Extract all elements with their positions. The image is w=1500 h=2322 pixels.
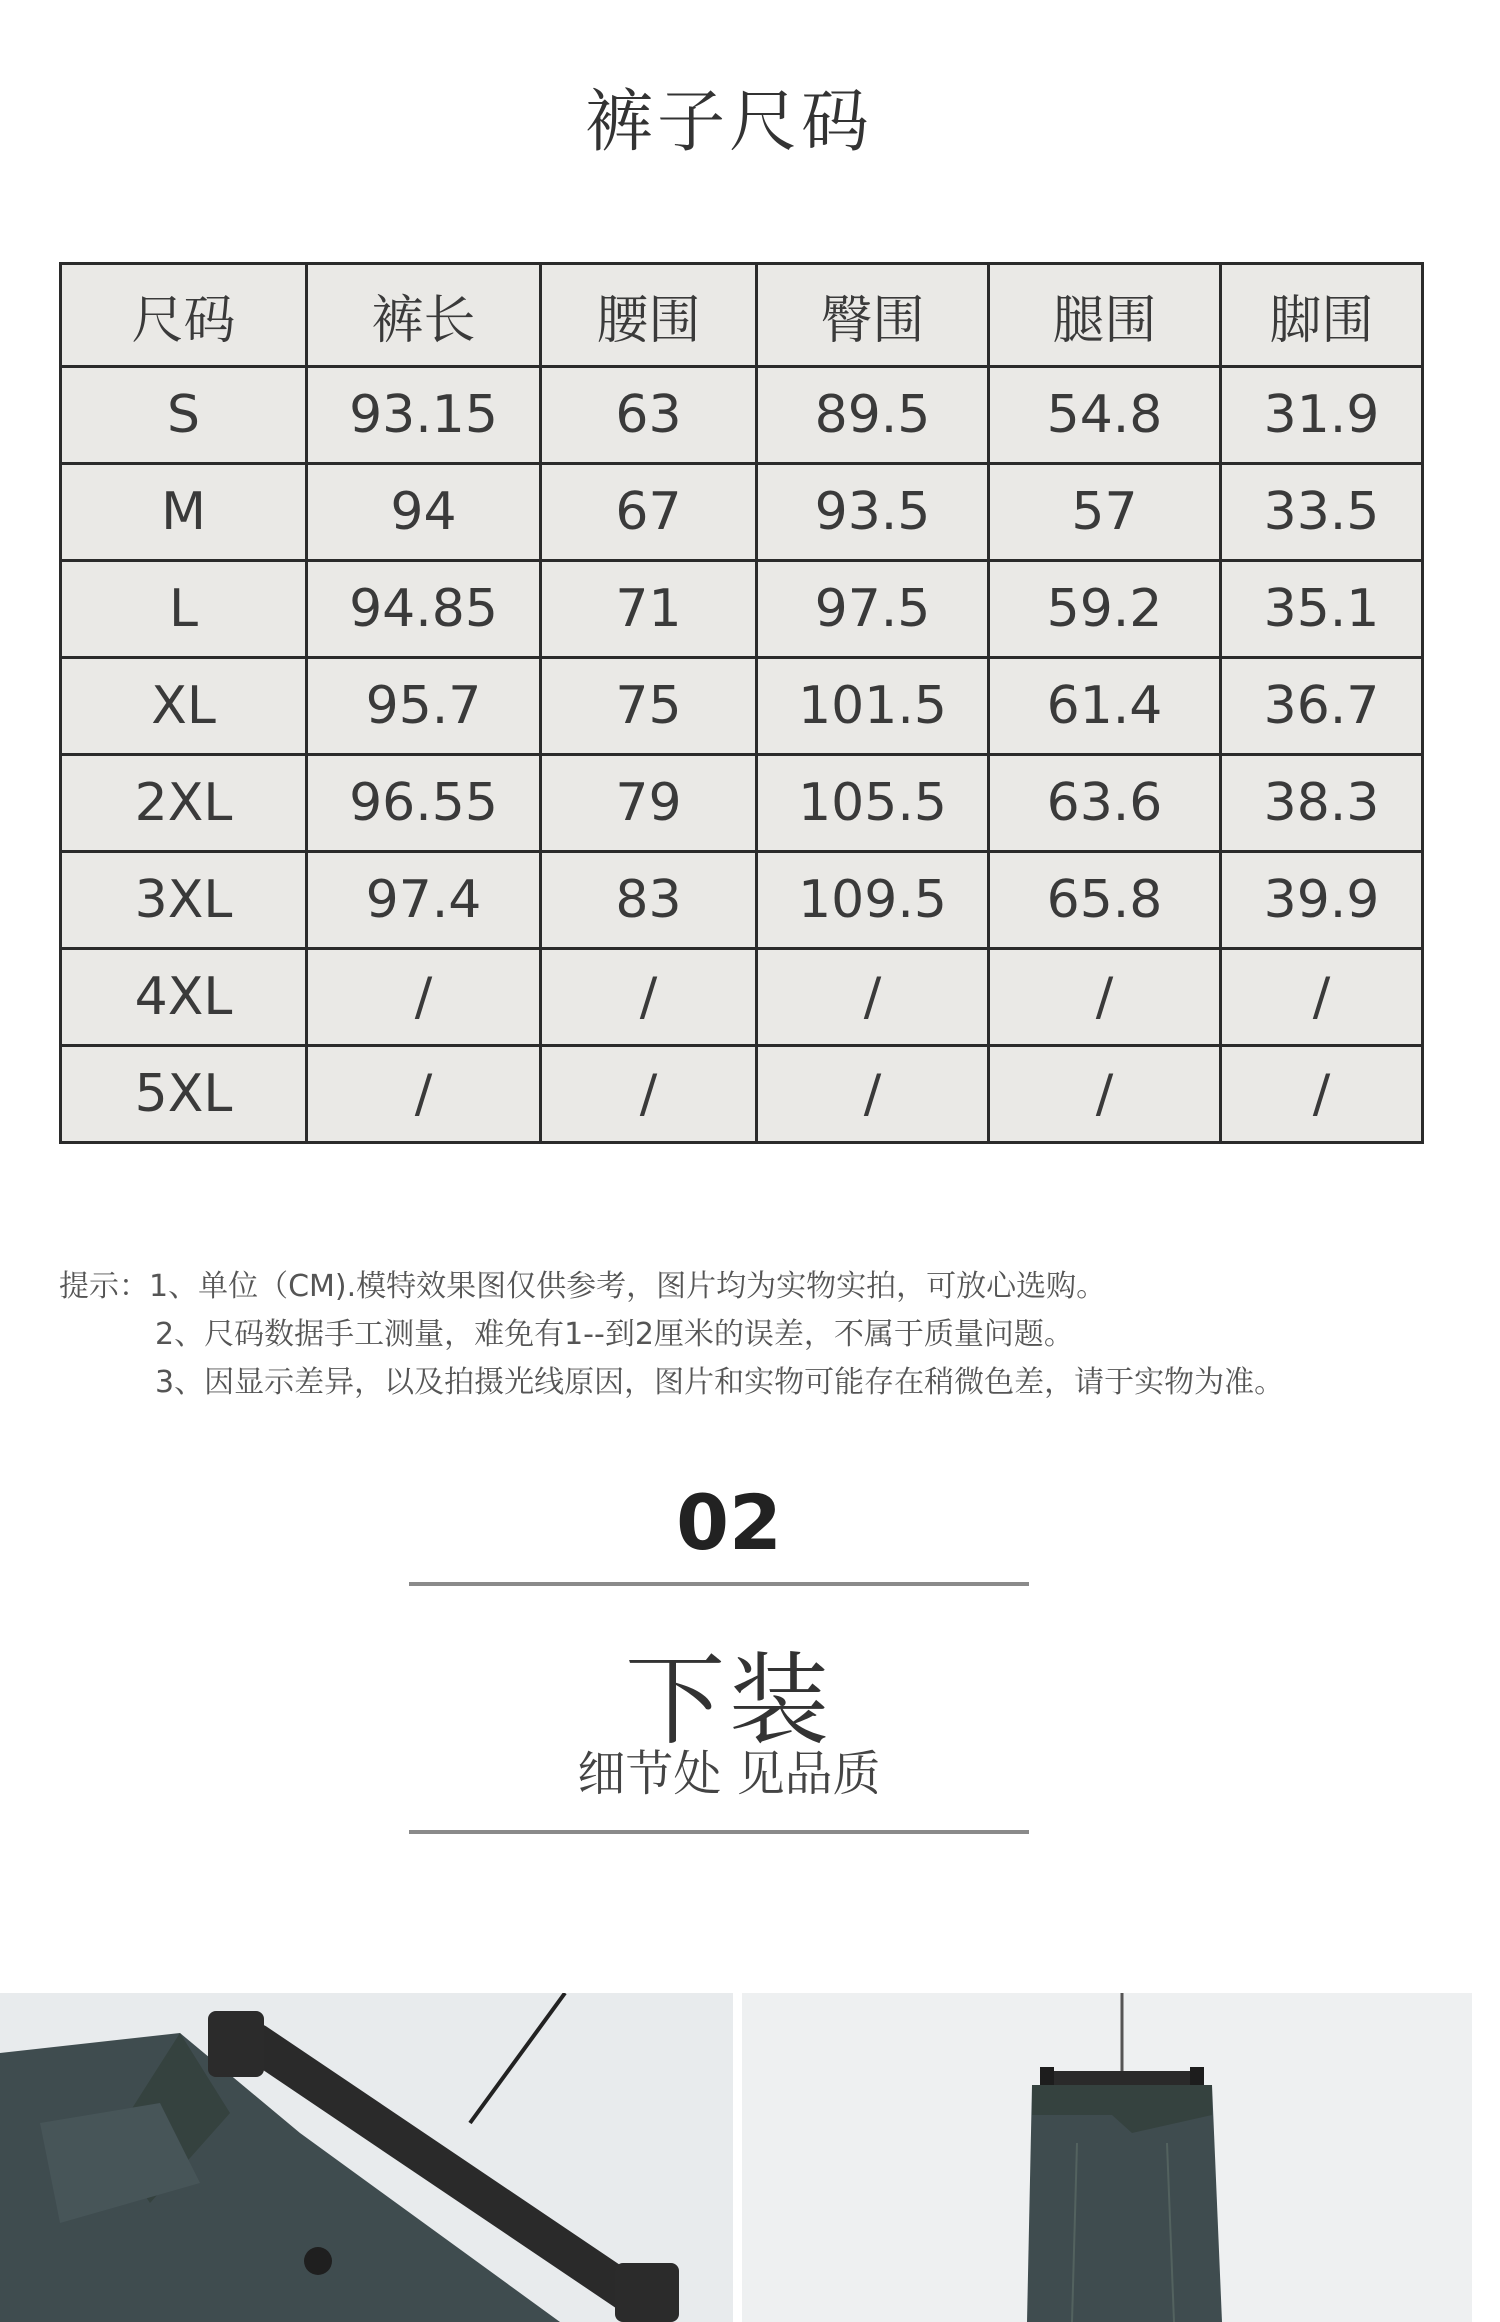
table-cell: 3XL <box>61 852 307 949</box>
header-waist: 腰围 <box>541 264 757 367</box>
note-line: 提示：1、单位（CM).模特效果图仅供参考，图片均为实物实拍，可放心选购。 <box>59 1269 1107 1304</box>
table-cell: / <box>989 949 1221 1046</box>
table-row <box>61 464 1423 561</box>
table-cell: 63 <box>541 367 757 464</box>
table-cell: 33.5 <box>1221 464 1423 561</box>
table-cell: / <box>307 1046 541 1143</box>
table-cell: 54.8 <box>989 367 1221 464</box>
table-cell: 5XL <box>61 1046 307 1143</box>
header-pants-length: 裤长 <box>307 264 541 367</box>
table-cell: / <box>1221 1046 1423 1143</box>
table-cell: / <box>541 1046 757 1143</box>
header-hip: 臀围 <box>757 264 989 367</box>
table-row <box>61 755 1423 852</box>
table-header-row <box>61 264 1423 367</box>
table-row <box>61 367 1423 464</box>
page-title: 裤子尺码 <box>584 83 873 162</box>
table-cell: 71 <box>541 561 757 658</box>
table-cell: 97.4 <box>307 852 541 949</box>
table-cell: 93.5 <box>757 464 989 561</box>
divider-bottom <box>409 1830 1029 1834</box>
table-cell: 39.9 <box>1221 852 1423 949</box>
table-cell: 31.9 <box>1221 367 1423 464</box>
table-cell: 35.1 <box>1221 561 1423 658</box>
table-cell: 65.8 <box>989 852 1221 949</box>
table-cell: 59.2 <box>989 561 1221 658</box>
pants-front-photo <box>742 1993 1472 2322</box>
pants-waist-closeup-photo <box>0 1993 733 2322</box>
table-cell: 101.5 <box>757 658 989 755</box>
header-hem: 脚围 <box>1221 264 1423 367</box>
note-line: 3、因显示差异，以及拍摄光线原因，图片和实物可能存在稍微色差，请于实物为准。 <box>155 1365 1285 1400</box>
table-cell: 63.6 <box>989 755 1221 852</box>
table-row <box>61 949 1423 1046</box>
table-cell: / <box>989 1046 1221 1143</box>
table-row <box>61 561 1423 658</box>
header-thigh: 腿围 <box>989 264 1221 367</box>
table-cell: 57 <box>989 464 1221 561</box>
table-cell: 79 <box>541 755 757 852</box>
table-cell: 109.5 <box>757 852 989 949</box>
table-cell: 38.3 <box>1221 755 1423 852</box>
table-cell: 36.7 <box>1221 658 1423 755</box>
section-number: 02 <box>676 1478 782 1567</box>
notes-block <box>59 1263 1439 1407</box>
table-cell: 95.7 <box>307 658 541 755</box>
divider-top <box>409 1582 1029 1586</box>
size-table <box>59 262 1424 1144</box>
table-row <box>61 1046 1423 1143</box>
table-cell: XL <box>61 658 307 755</box>
table-cell: 4XL <box>61 949 307 1046</box>
table-cell: / <box>757 1046 989 1143</box>
table-cell: M <box>61 464 307 561</box>
table-cell: 61.4 <box>989 658 1221 755</box>
table-cell: / <box>541 949 757 1046</box>
table-cell: 94.85 <box>307 561 541 658</box>
header-size: 尺码 <box>61 264 307 367</box>
table-cell: 2XL <box>61 755 307 852</box>
table-cell: / <box>757 949 989 1046</box>
table-row <box>61 658 1423 755</box>
table-cell: 94 <box>307 464 541 561</box>
table-cell: 83 <box>541 852 757 949</box>
table-cell: 96.55 <box>307 755 541 852</box>
table-cell: / <box>1221 949 1423 1046</box>
table-cell: 97.5 <box>757 561 989 658</box>
table-cell: 75 <box>541 658 757 755</box>
section-title: 下装 <box>625 1642 833 1759</box>
table-cell: 105.5 <box>757 755 989 852</box>
table-cell: L <box>61 561 307 658</box>
note-line: 2、尺码数据手工测量，难免有1--到2厘米的误差，不属于质量问题。 <box>155 1317 1074 1352</box>
section-subtitle: 细节处 见品质 <box>577 1746 881 1802</box>
table-cell: 93.15 <box>307 367 541 464</box>
table-cell: / <box>307 949 541 1046</box>
table-cell: S <box>61 367 307 464</box>
table-cell: 67 <box>541 464 757 561</box>
table-row <box>61 852 1423 949</box>
table-cell: 89.5 <box>757 367 989 464</box>
